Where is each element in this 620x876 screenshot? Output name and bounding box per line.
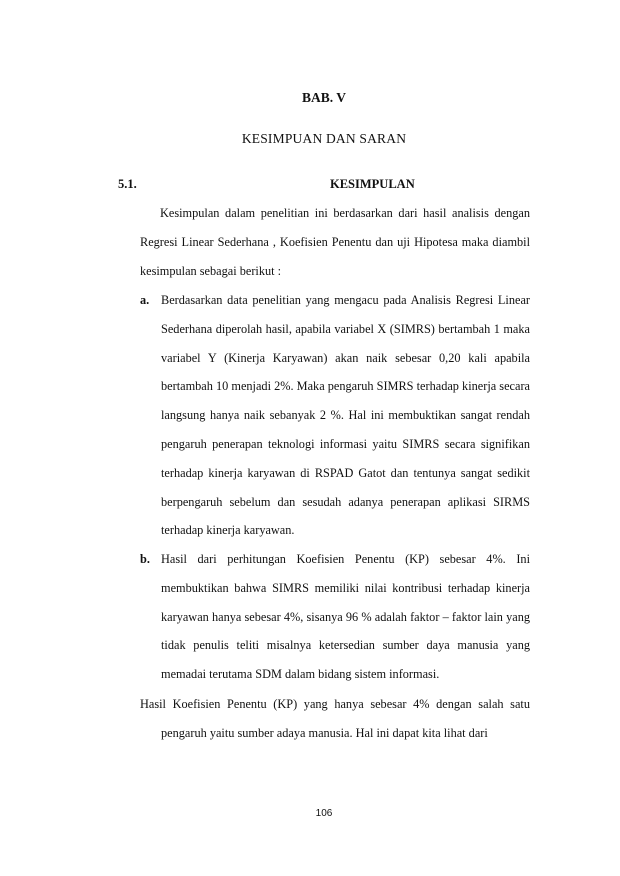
list-marker: b. [140,552,150,566]
intro-paragraph: Kesimpulan dalam penelitian ini berdasarkan dari hasil analisis dengan Regresi Linear Sederhana , Koefisien Penentu dan uji Hipotesa maka diambil kesimpulan sebagai berikut : [140,206,530,278]
section-number: 5.1. [118,177,137,191]
list-item-text: Berdasarkan data penelitian yang mengacu pada Analisis Regresi Linear Sederhana diperolah hasil, apabila variabel X (SIMRS) bertambah 1 maka variabel Y (Kinerja Karyawan) akan naik sebesar 0,20 kali apabila bertambah 10 menjadi 2%. Maka pengaruh SIMRS terhadap kinerja secara langsung hanya naik sebanyak 2 %. Hal ini membuktikan sangat rendah pengaruh penerapan teknologi informasi yaitu SIMRS secara signifikan terhadap kinerja karyawan di RSPAD Gatot dan tentunya sangat sedikit berpengaruh sebelum dan sesudah adanya penerapan aplikasi SIRMS terhadap kinerja karyawan. [161,293,530,538]
closing-paragraph: Hasil Koefisien Penentu (KP) yang hanya sebesar 4% dengan salah satu pengaruh yaitu sumber adaya manusia. Hal ini dapat kita lihat dari [140,697,530,740]
list-marker: a. [140,293,150,307]
chapter-heading: BAB. V [301,90,346,105]
page-number: 106 [315,808,333,819]
list-item-text: Hasil dari perhitungan Koefisien Penentu (KP) sebesar 4%. Ini membuktikan bahwa SIMRS memiliki nilai kontribusi terhadap kinerja karyawan hanya sebesar 4%, sisanya 96 % adalah faktor – faktor lain yang tidak penulis teliti misalnya ketersedian sumber daya manusia yang memadai terutama SDM dalam bidang sistem informasi. [161,552,530,682]
chapter-title: KESIMPUAN DAN SARAN [241,131,407,146]
section-title: KESIMPULAN [330,177,415,191]
